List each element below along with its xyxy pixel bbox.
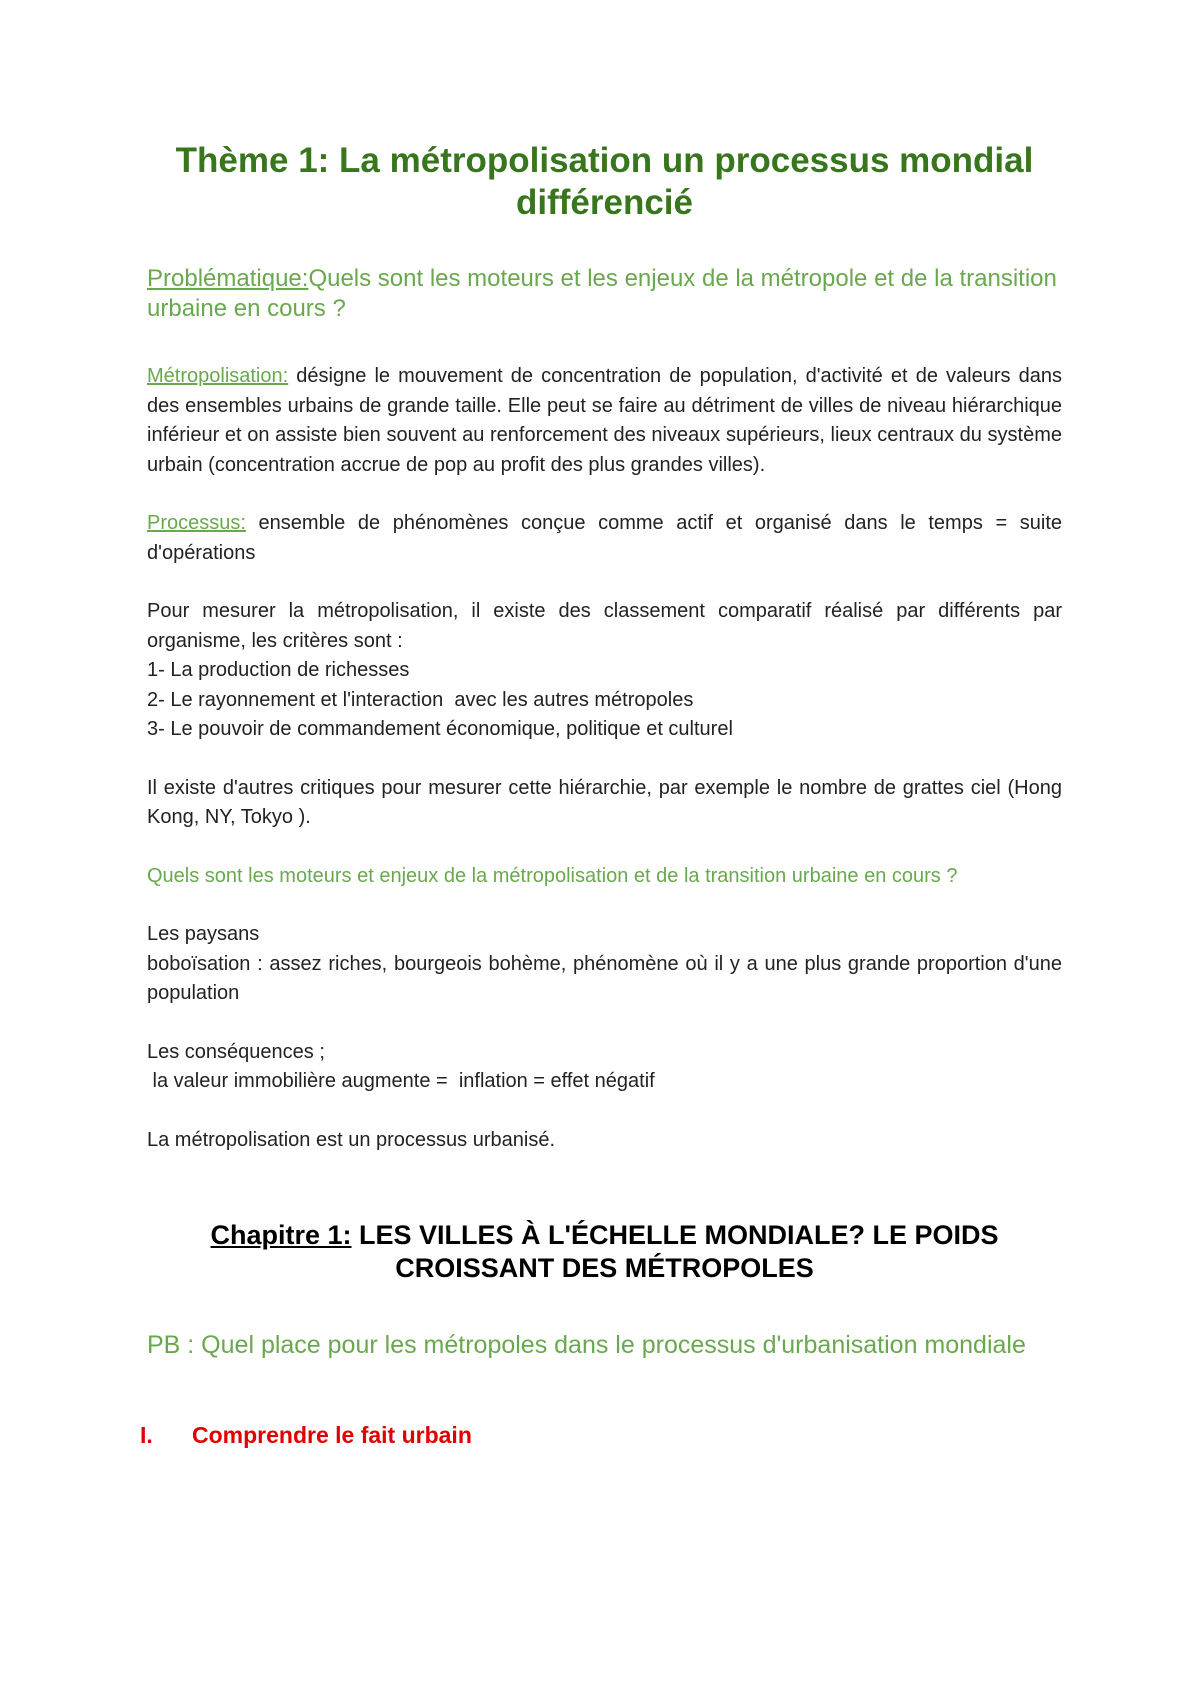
autres-criteres: Il existe d'autres critiques pour mesurer cette hiérarchie, par exemple le nombre de grattes ciel (Hong Kong, NY, Tokyo ). [147,776,1062,828]
conclusion: La métropolisation est un processus urbanisé. [147,1128,556,1151]
chapter-title: LES VILLES À L'ÉCHELLE MONDIALE? LE POIDS CROISSANT DES MÉTROPOLES [351,1220,999,1283]
problematique [147,264,1062,324]
paysans-title: Les paysans [147,923,260,945]
section-title: Comprendre le fait urbain [192,1422,472,1448]
section-number: I. [140,1422,153,1448]
definition-processus [147,509,1062,568]
mesure-intro: Pour mesurer la métropolisation, il existe des classement comparatif réalisé par différents par organisme, les critères sont : [147,600,1062,652]
criterion-item: 1- La production de richesses [147,659,410,681]
definition-text: désigne le mouvement de concentration de population, d'activité et de valeurs dans des ensembles urbains de grande taille. Elle peut se faire au détriment de villes de niveau hiérarchique inférieur et on assiste bien souvent au renforcement des niveaux supérieurs, lieux centraux du système urbain (concentration accrue de pop au profit des plus grandes villes). [147,365,1062,476]
page-title: Thème 1: La métropolisation un processus mondial différencié [175,141,1034,222]
problematique-text: Quels sont les moteurs et les enjeux de la métropole et de la transition urbaine en cours ? [147,265,1057,322]
definition-text: ensemble de phénomènes conçue comme actif et organisé dans le temps = suite d'opérations [147,512,1062,564]
consequences-title: Les conséquences ; [147,1040,325,1063]
green-question: Quels sont les moteurs et enjeux de la métropolisation et de la transition urbaine en cours ? [147,864,958,887]
section-heading [140,1421,1062,1449]
paysans-block [147,920,1062,1009]
pb-question: PB : Quel place pour les métropoles dans le processus d'urbanisation mondiale [147,1331,1026,1359]
consequences-block [147,1038,1062,1097]
consequences-text: la valeur immobilière augmente = inflation = effet négatif [147,1070,655,1092]
criterion-item: 2- Le rayonnement et l'interaction avec les autres métropoles [147,688,694,711]
chapter-label: Chapitre 1: [210,1220,352,1250]
chapter-heading [147,1219,1062,1285]
definition-metropolisation [147,362,1062,480]
mesure-block [147,597,1062,745]
document-content [140,140,1062,1449]
criterion-item: 3- Le pouvoir de commandement économique, politique et culturel [147,718,733,740]
problematique-label: Problématique: [147,265,309,292]
paysans-text: boboïsation : assez riches, bourgeois bohème, phénomène où il y a une plus grande proportion d'une population [147,952,1062,1004]
definition-term: Métropolisation: [147,365,289,387]
definition-term: Processus: [147,512,246,534]
